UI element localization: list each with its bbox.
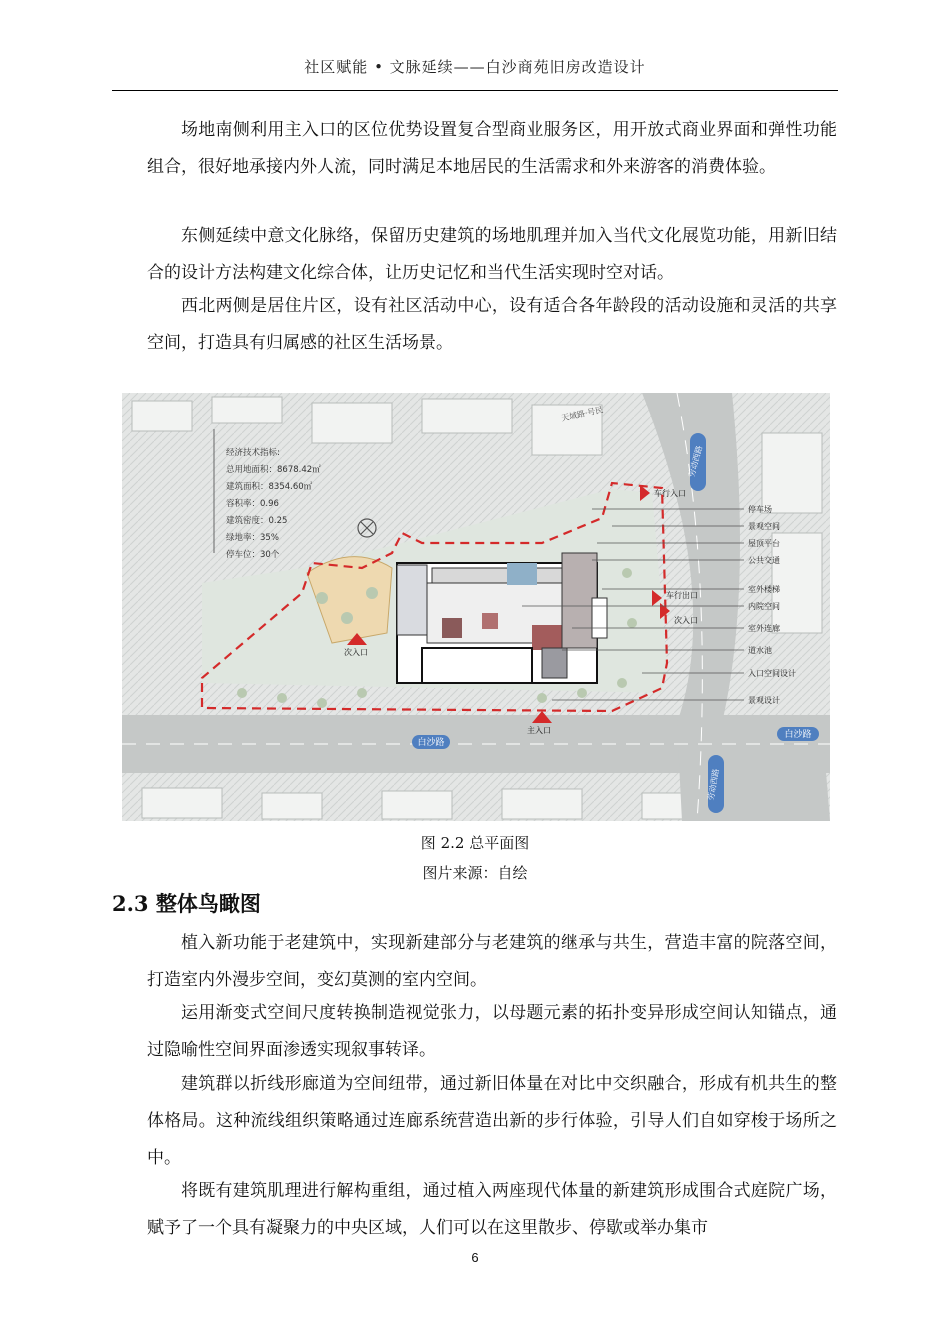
paragraph: 场地南侧利用主入口的区位优势设置复合型商业服务区，用开放式商业界面和弹性功能组合，很好地承接内外人流，同时满足本地居民的生活需求和外来游客的消费体验。	[147, 120, 837, 177]
tech-indicator: 容积率：0.96	[226, 499, 279, 509]
page-number: 6	[471, 1250, 479, 1265]
paragraph: 西北两侧是居住片区，设有社区活动中心，设有适合各年龄段的活动设施和灵活的共享空间，打造具有归属感的社区生活场景。	[147, 296, 837, 353]
entrance-label: 次入口	[344, 648, 368, 657]
paragraph: 植入新功能于老建筑中，实现新建部分与老建筑的继承与共生，营造丰富的院落空间，打造室内外漫步空间，变幻莫测的室内空间。	[147, 933, 837, 990]
road-label: 白沙路	[417, 738, 445, 748]
paragraph: 运用渐变式空间尺度转换制造视觉张力，以母题元素的拓扑变异形成空间认知锚点，通过隐喻性空间界面渗透实现叙事转译。	[147, 1003, 837, 1060]
section-heading	[112, 890, 261, 918]
paragraph: 东侧延续中意文化脉络，保留历史建筑的场地肌理并加入当代文化展览功能，用新旧结合的设计方法构建文化综合体，让历史记忆和当代生活实现时空对话。	[147, 226, 837, 283]
road-label: 天域路·号民	[560, 405, 605, 423]
legend-label: 停车场	[748, 505, 772, 514]
entrance-label: 主入口	[527, 726, 551, 735]
tech-indicator: 建筑密度：0.25	[226, 516, 288, 526]
road-label: 劳动西路	[706, 768, 721, 802]
entrance-label: 次入口	[674, 616, 698, 625]
legend-label: 屋顶平台	[748, 539, 780, 548]
legend-label: 道水池	[748, 646, 772, 655]
legend-label: 公共交通	[748, 556, 780, 565]
legend-label: 景观设计	[748, 696, 780, 705]
header-rule	[112, 90, 838, 91]
figure-caption: 图 2.2 总平面图	[420, 834, 530, 852]
running-header: 社区赋能 • 文脉延续——白沙商苑旧房改造设计	[304, 58, 646, 76]
road-label: 劳动西路	[687, 444, 705, 478]
tech-indicator: 停车位：30个	[226, 550, 280, 560]
buildings	[397, 553, 607, 683]
paragraph: 将既有建筑肌理进行解构重组，通过植入两座现代体量的新建筑形成围合式庭院广场，赋予了一个具有凝聚力的中央区域，人们可以在这里散步、停歇或举办集市	[147, 1181, 837, 1238]
legend-label: 景观空间	[748, 522, 780, 531]
legend-label: 室外楼梯	[748, 585, 780, 594]
legend-label: 内院空间	[748, 602, 780, 611]
legend-label: 室外连廊	[748, 624, 780, 633]
entrance-label: 车行出口	[666, 591, 698, 600]
tech-indicator: 建筑面积：8354.60㎡	[226, 482, 313, 492]
section-number: 2.3	[112, 891, 149, 916]
tech-indicator: 总用地面积：8678.42㎡	[226, 465, 321, 475]
tech-indicator: 绿地率：35%	[226, 533, 279, 543]
paragraph: 建筑群以折线形廊道为空间纽带，通过新旧体量在对比中交织融合，形成有机共生的整体格局。这种流线组织策略通过连廊系统营造出新的步行体验，引导人们自如穿梭于场所之中。	[147, 1074, 837, 1168]
section-title: 整体鸟瞰图	[155, 891, 261, 916]
road-label: 白沙路	[784, 730, 812, 740]
entrance-label: 车行入口	[654, 489, 686, 498]
legend-label: 入口空间设计	[748, 669, 796, 678]
tech-indicators-title: 经济技术指标:	[226, 448, 280, 458]
figure-source: 图片来源：自绘	[422, 864, 528, 882]
site-plan-figure	[122, 393, 830, 821]
